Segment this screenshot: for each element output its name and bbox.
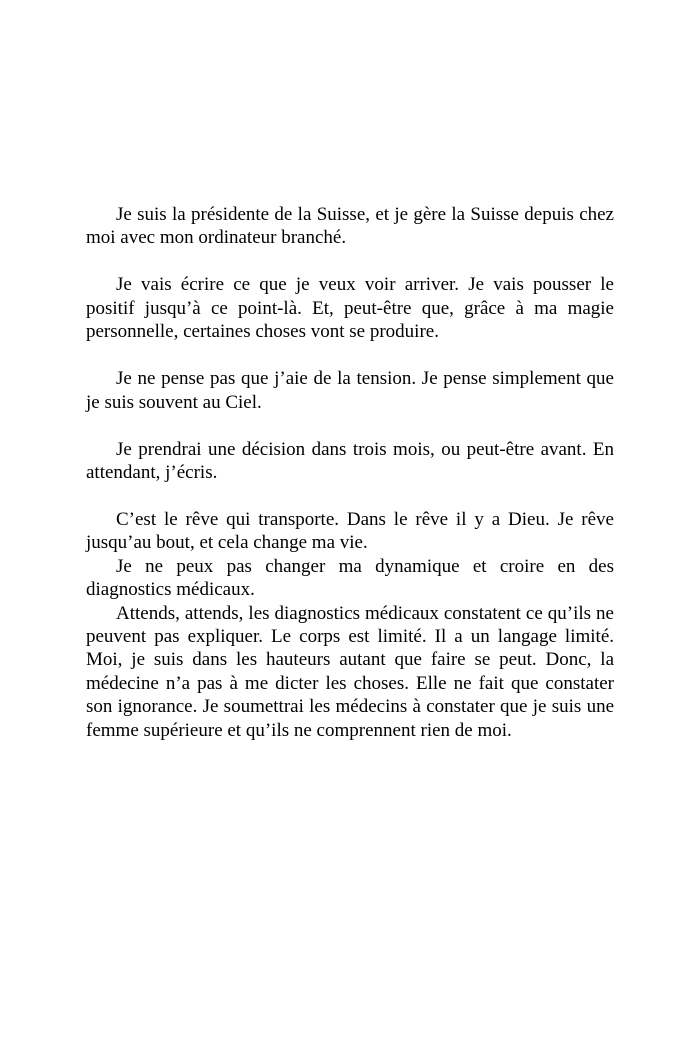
paragraph-president: Je suis la présidente de la Suisse, et je gère la Suisse depuis chez moi avec mon ordinateur branché. [86, 204, 614, 249]
paragraph-diagnostics: Attends, attends, les diagnostics médicaux constatent ce qu’ils ne peuvent pas expliquer. Le corps est limité. Il a un langage limité. Moi, je suis dans les hauteurs autant que faire se peut. Donc, la médecine n’a pas à me dicter les choses. Elle ne fait que constater son ignorance. Je soumettrai les médecins à constater que je suis une femme supérieure et qu’ils ne comprennent rien de moi. [86, 602, 614, 741]
paragraph-dream: C’est le rêve qui transporte. Dans le rêve il y a Dieu. Je rêve jusqu’au bout, et cela change ma vie. [86, 509, 614, 554]
body-text [86, 203, 614, 742]
paragraph-tension: Je ne pense pas que j’aie de la tension. Je pense simplement que je suis souvent au Ciel. [86, 368, 614, 413]
paragraph-dynamics: Je ne peux pas changer ma dynamique et croire en des diagnostics médicaux. [86, 555, 614, 601]
paragraph-write-wishes: Je vais écrire ce que je veux voir arriver. Je vais pousser le positif jusqu’à ce point-là. Et, peut-être que, grâce à ma magie personnelle, certaines choses vont se produire. [86, 274, 614, 343]
paragraph-decision: Je prendrai une décision dans trois mois, ou peut-être avant. En attendant, j’écris. [86, 438, 614, 484]
